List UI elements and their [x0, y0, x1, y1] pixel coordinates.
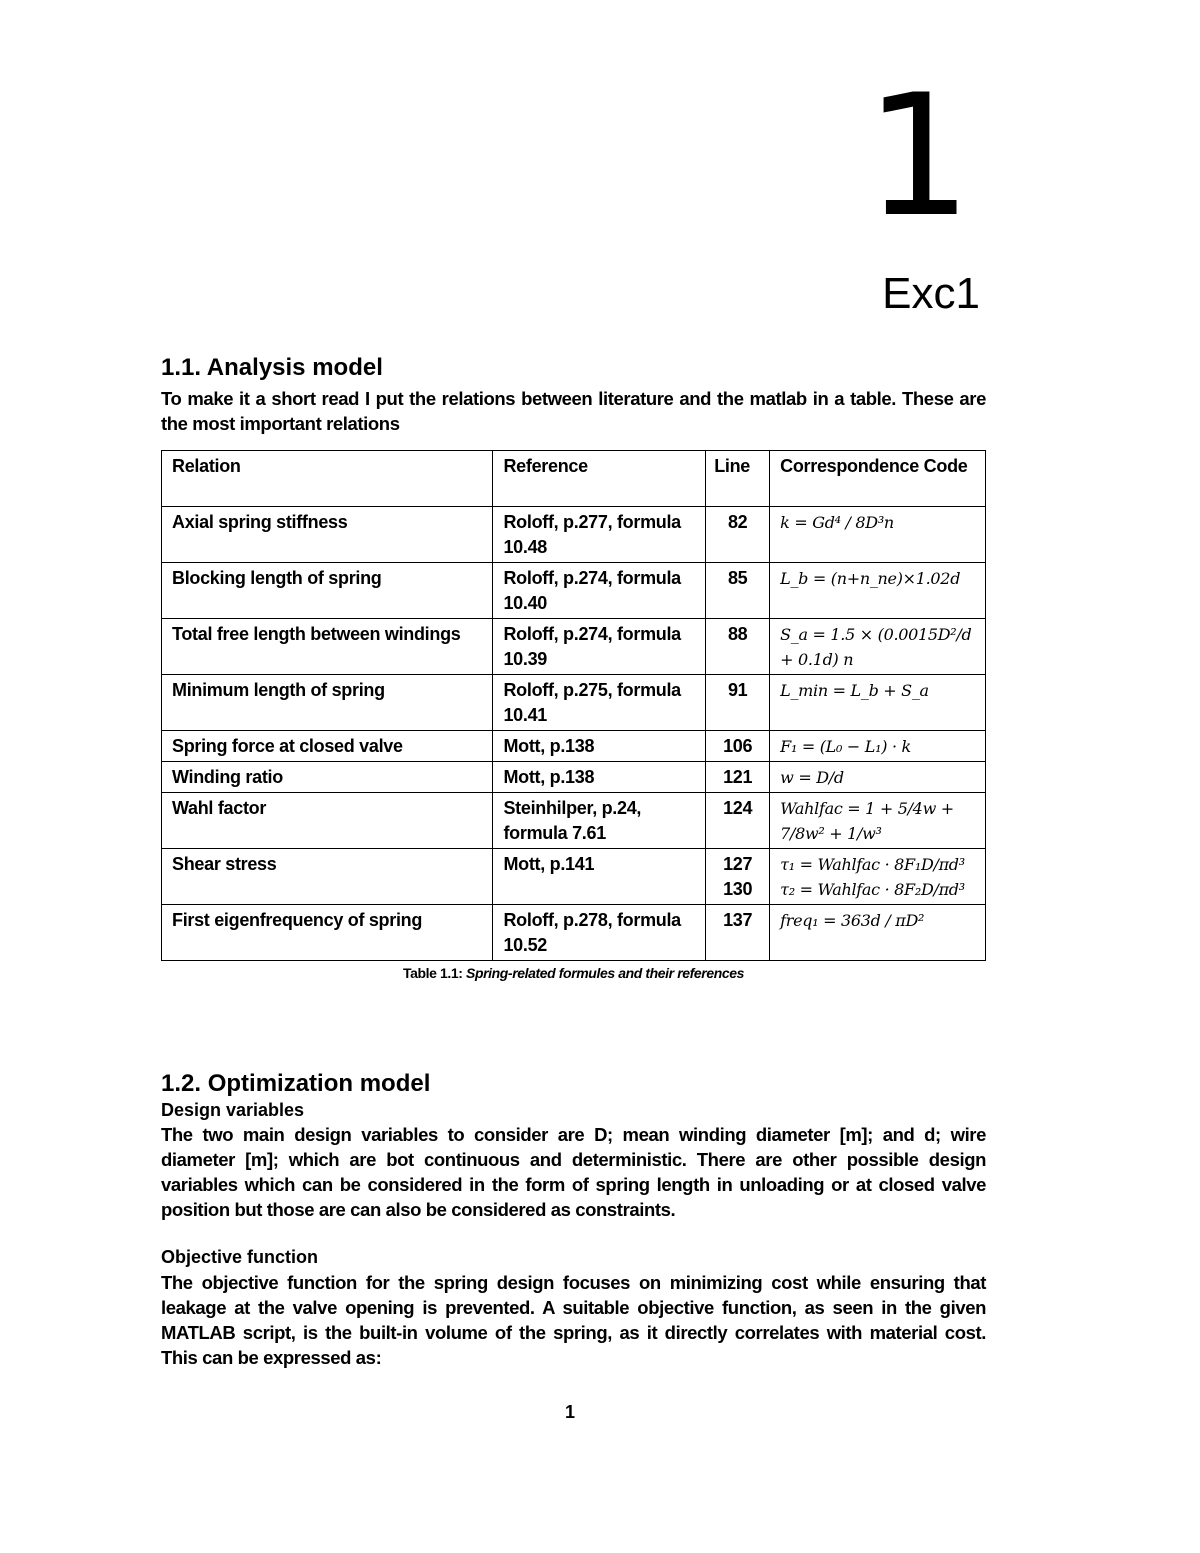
relation-cell: Spring force at closed valve: [162, 731, 493, 762]
reference-cell: Mott, p.138: [493, 762, 706, 793]
table-row: [162, 905, 986, 961]
header-line: Line: [706, 451, 770, 507]
caption-label: Table 1.1:: [402, 965, 463, 981]
table-row: [162, 619, 986, 675]
table-row: [162, 731, 986, 762]
subheading-objective-function: Objective function: [161, 1247, 319, 1268]
code-cell: S_a = 1.5 × (0.0015D²/d + 0.1d) n: [770, 619, 986, 675]
line-cell: 106: [706, 731, 770, 762]
caption-text: Spring-related formules and their references: [466, 965, 745, 981]
relation-cell: Minimum length of spring: [162, 675, 493, 731]
chapter-title: Exc1: [882, 269, 980, 318]
table-header-row: [162, 451, 986, 507]
line-cell: 85: [706, 563, 770, 619]
relation-cell: Blocking length of spring: [162, 563, 493, 619]
section-optimization-model: [161, 1070, 986, 1370]
design-variables-paragraph: The two main design variables to consider are D; mean winding diameter [m]; and d; wire diameter [m]; which are bot continuous and deterministic. There are other possible design variables which can be considered in the form of spring length in unloading or at closed valve position but those are can also be considered as constraints.: [161, 1124, 986, 1221]
code-cell: F₁ = (L₀ − L₁) · k: [770, 731, 986, 762]
line-cell: 88: [706, 619, 770, 675]
code-cell: w = D/d: [770, 762, 986, 793]
relation-cell: Winding ratio: [162, 762, 493, 793]
header-code: Correspondence Code: [770, 451, 986, 507]
header-relation: Relation: [162, 451, 493, 507]
code-cell: L_b = (n+n_ne)×1.02d: [770, 563, 986, 619]
relation-cell: Total free length between windings: [162, 619, 493, 675]
line-cell: 91: [706, 675, 770, 731]
table-row: [162, 793, 986, 849]
code-cell: freq₁ = 363d / πD²: [770, 905, 986, 961]
table-row: [162, 849, 986, 905]
code-cell: L_min = L_b + S_a: [770, 675, 986, 731]
relation-cell: Wahl factor: [162, 793, 493, 849]
section-heading: 1.2. Optimization model: [161, 1070, 431, 1097]
relations-table: [161, 450, 986, 961]
reference-cell: Roloff, p.278, formula 10.52: [493, 905, 706, 961]
reference-cell: Mott, p.138: [493, 731, 706, 762]
code-cell: k = Gd⁴ / 8D³n: [770, 507, 986, 563]
table-row: [162, 507, 986, 563]
reference-cell: Roloff, p.274, formula 10.40: [493, 563, 706, 619]
reference-cell: Roloff, p.275, formula 10.41: [493, 675, 706, 731]
line-cell: 137: [706, 905, 770, 961]
section-analysis-model: [161, 354, 986, 436]
line-cell: 121: [706, 762, 770, 793]
reference-cell: Steinhilper, p.24, formula 7.61: [493, 793, 706, 849]
table-row: [162, 675, 986, 731]
section-heading: 1.1. Analysis model: [161, 354, 383, 381]
intro-paragraph: To make it a short read I put the relations between literature and the matlab in a table. These are the most important relations: [161, 387, 986, 434]
reference-cell: Roloff, p.277, formula 10.48: [493, 507, 706, 563]
line-cell: 127 130: [706, 849, 770, 905]
page-number: 1: [564, 1402, 575, 1422]
reference-cell: Roloff, p.274, formula 10.39: [493, 619, 706, 675]
table-row: [162, 762, 986, 793]
code-cell: τ₁ = Wahlfac · 8F₁D/πd³ τ₂ = Wahlfac · 8F₂D/πd³: [770, 849, 986, 905]
subheading-design-variables: Design variables: [161, 1099, 305, 1120]
objective-function-paragraph: The objective function for the spring design focuses on minimizing cost while ensuring that leakage at the valve opening is prevented. A suitable objective function, as seen in the given MATLAB script, is the built-in volume of the spring, as it directly correlates with material cost. This can be expressed as:: [161, 1271, 986, 1368]
code-cell: Wahlfac = 1 + 5/4w + 7/8w² + 1/w³: [770, 793, 986, 849]
relation-cell: Axial spring stiffness: [162, 507, 493, 563]
table-caption: [161, 965, 986, 981]
line-cell: 82: [706, 507, 770, 563]
header-reference: Reference: [493, 451, 706, 507]
chapter-number: 1: [865, 58, 972, 254]
table-row: [162, 563, 986, 619]
line-cell: 124: [706, 793, 770, 849]
relation-cell: First eigenfrequency of spring: [162, 905, 493, 961]
relations-table-container: [161, 450, 986, 981]
relation-cell: Shear stress: [162, 849, 493, 905]
reference-cell: Mott, p.141: [493, 849, 706, 905]
